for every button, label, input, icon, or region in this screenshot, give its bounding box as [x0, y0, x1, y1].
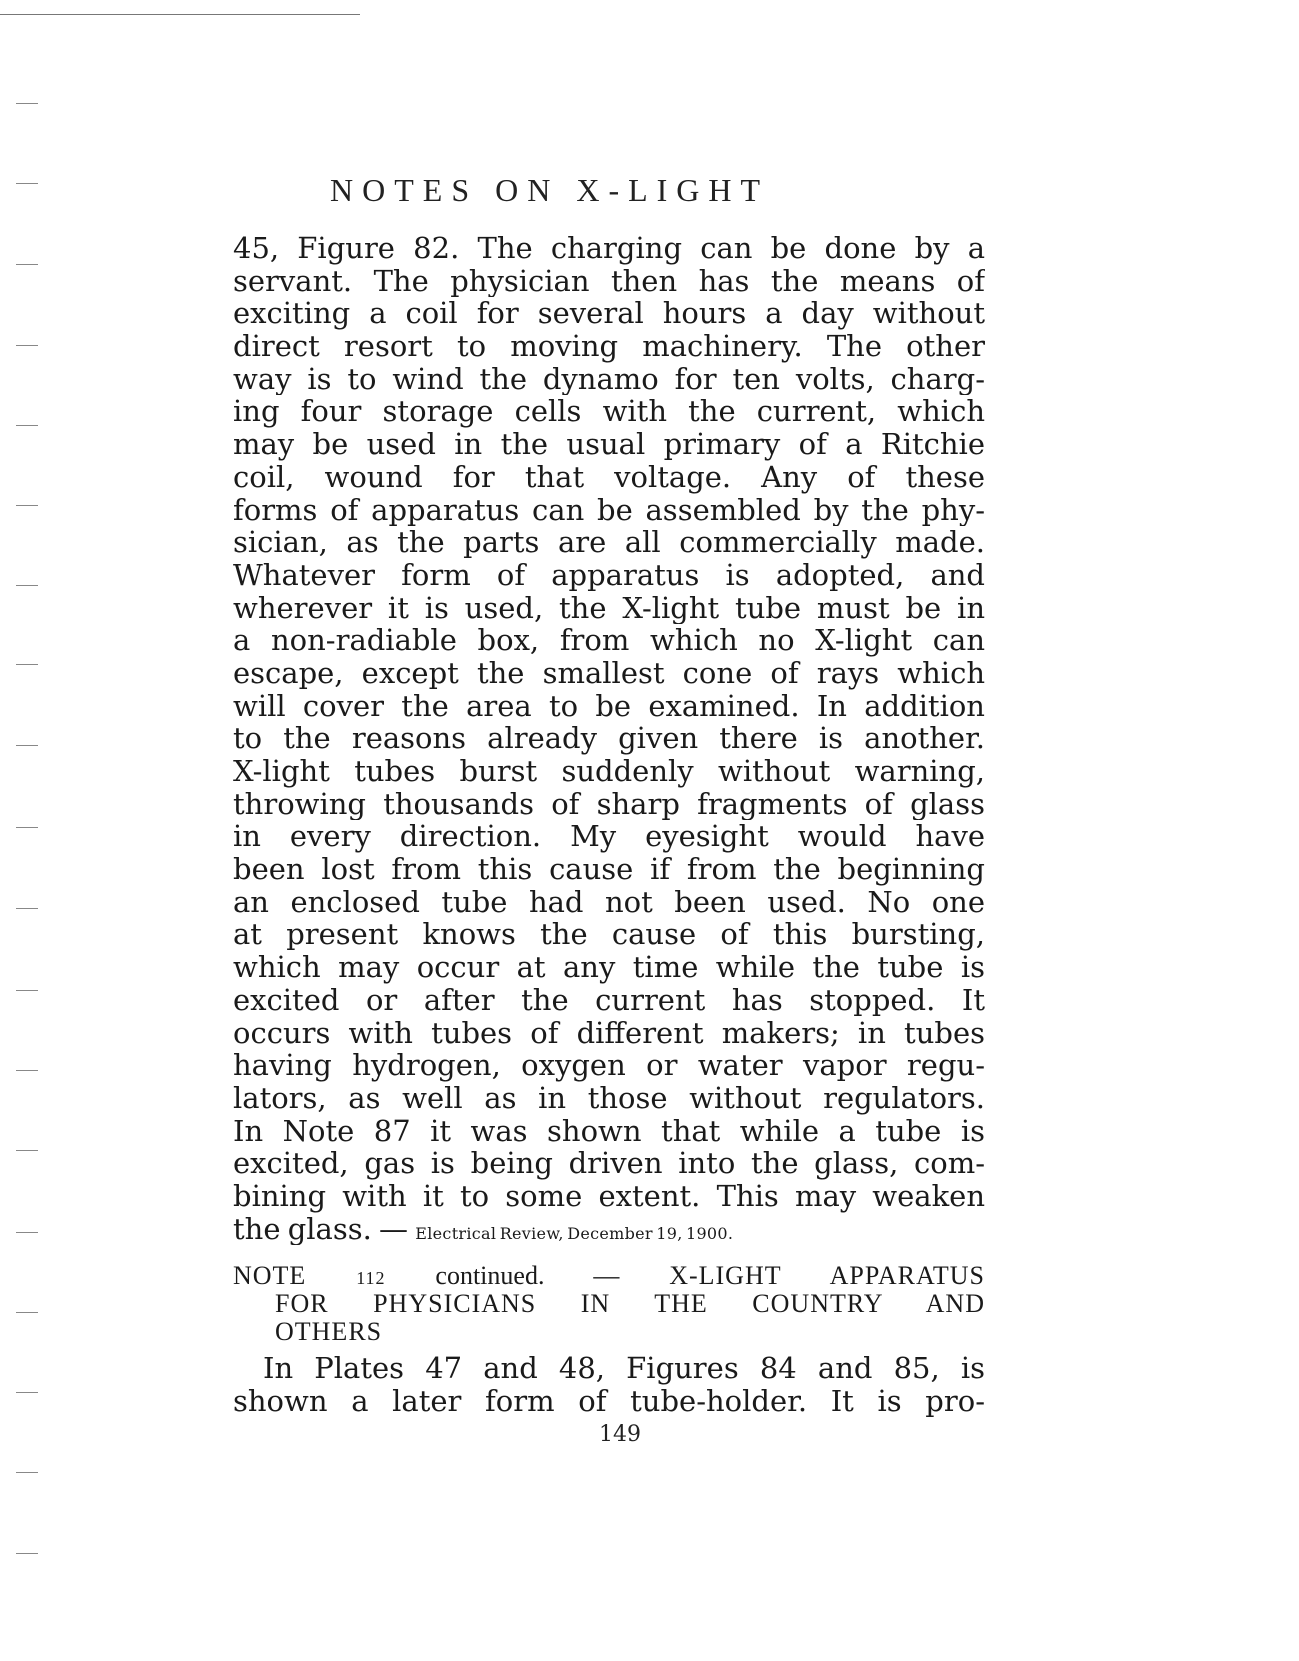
margin-tick: [16, 585, 38, 586]
text-line: 45, Figure 82. The charging can be done by a: [233, 232, 985, 265]
note-number: 112: [356, 1268, 386, 1288]
margin-tick: [16, 1070, 38, 1071]
margin-tick-marks: [0, 0, 80, 1661]
page-number: 149: [599, 1422, 641, 1447]
margin-tick: [16, 425, 38, 426]
margin-tick: [16, 990, 38, 991]
text-line: exciting a coil for several hours a day without: [233, 297, 985, 331]
note-heading-line-2: FOR PHYSICIANS IN THE COUNTRY AND: [275, 1289, 985, 1318]
margin-tick: [16, 183, 38, 184]
text-line: ing four storage cells with the current, which: [233, 395, 985, 429]
margin-tick: [16, 505, 38, 506]
text-line: having hydrogen, oxygen or water vapor regu-: [233, 1049, 985, 1082]
margin-tick: [16, 1472, 38, 1473]
text-line: wherever it is used, the X-light tube must be in: [233, 591, 985, 625]
running-header: NOTES ON X-LIGHT: [330, 172, 770, 208]
text-line: way is to wind the dynamo for ten volts, charg-: [233, 362, 985, 396]
text-line: bining with it to some extent. This may weaken: [233, 1179, 985, 1213]
text-line: X-light tubes burst suddenly without warning,: [233, 755, 985, 788]
text-line: In Plates 47 and 48, Figures 84 and 85, is: [263, 1352, 985, 1385]
text-line: a non-radiable box, from which no X-light can: [233, 624, 985, 657]
text-line: shown a later form of tube-holder. It is pro-: [233, 1384, 985, 1418]
note-heading-line-3: OTHERS: [275, 1317, 383, 1346]
text-line: in every direction. My eyesight would have: [233, 820, 985, 854]
text-line: forms of apparatus can be assembled by the phy-: [233, 493, 985, 527]
text-line: excited, gas is being driven into the glass, com-: [233, 1147, 985, 1180]
text-line: which may occur at any time while the tube is: [233, 951, 985, 984]
text-line: excited or after the current has stopped. It: [233, 983, 985, 1017]
last-line-text: the glass. —: [233, 1212, 416, 1246]
margin-tick: [16, 1553, 38, 1554]
text-line: occurs with tubes of different makers; in tubes: [233, 1016, 985, 1050]
note-title-part-1: X-LIGHT APPARATUS: [669, 1261, 986, 1290]
margin-tick: [16, 345, 38, 346]
second-paragraph: [233, 1352, 985, 1417]
main-paragraph: [233, 232, 985, 1245]
text-line: sician, as the parts are all commercially made.: [233, 526, 985, 559]
text-line: lators, as well as in those without regulators.: [233, 1081, 985, 1115]
margin-tick: [16, 264, 38, 265]
margin-tick: [16, 1232, 38, 1233]
text-line: servant. The physician then has the means of: [233, 264, 985, 298]
text-line: at present knows the cause of this bursting,: [233, 918, 985, 952]
text-line: throwing thousands of sharp fragments of glass: [233, 787, 985, 821]
note-continued: continued. —: [435, 1261, 620, 1290]
margin-tick: [16, 103, 38, 104]
margin-tick: [16, 745, 38, 746]
note-heading: [233, 1262, 985, 1346]
note-heading-line-1: [233, 1262, 985, 1290]
margin-tick: [16, 1150, 38, 1151]
text-line: Whatever form of apparatus is adopted, and: [233, 558, 985, 592]
text-line: direct resort to moving machinery. The other: [233, 330, 985, 363]
text-line: been lost from this cause if from the beginning: [233, 853, 985, 886]
text-line: to the reasons already given there is another.: [233, 722, 985, 755]
text-line-last: [233, 1213, 985, 1246]
margin-tick: [16, 664, 38, 665]
note-label: NOTE: [233, 1261, 307, 1290]
citation: Electrical Review, December 19, 1900.: [415, 1223, 734, 1243]
text-line: an enclosed tube had not been used. No one: [233, 885, 985, 919]
margin-tick: [16, 827, 38, 828]
text-line: coil, wound for that voltage. Any of these: [233, 460, 985, 494]
text-line: In Note 87 it was shown that while a tube is: [233, 1114, 985, 1148]
text-line: will cover the area to be examined. In addition: [233, 689, 985, 723]
margin-tick: [16, 908, 38, 909]
margin-tick: [16, 1312, 38, 1313]
text-line: may be used in the usual primary of a Ritchie: [233, 428, 985, 461]
text-line: escape, except the smallest cone of rays which: [233, 656, 985, 690]
margin-tick: [16, 1392, 38, 1393]
